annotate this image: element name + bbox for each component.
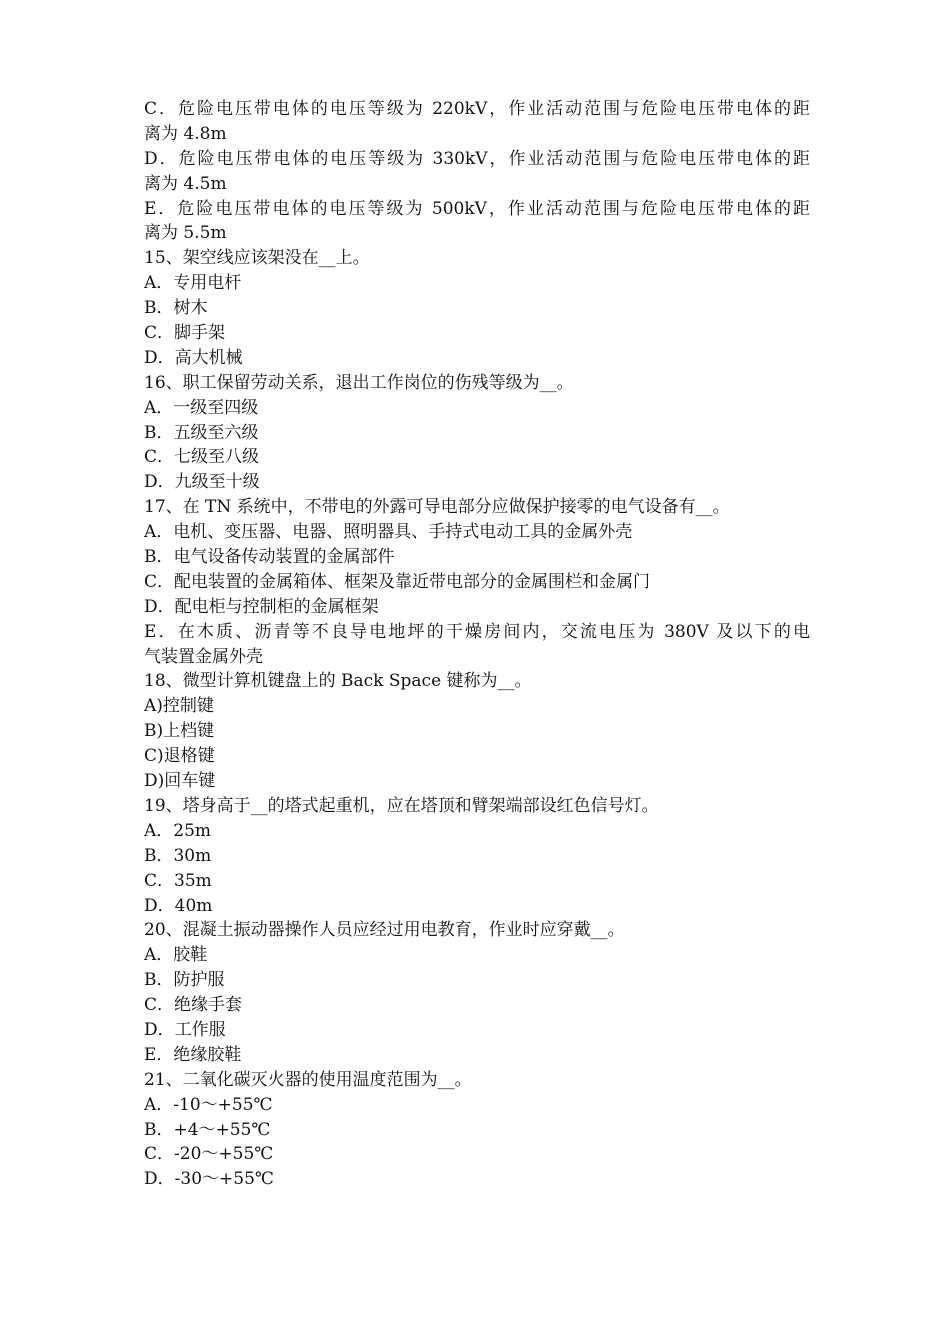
text-line: D．九级至十级 [144,472,260,493]
text-line: C．绝缘手套 [144,995,243,1016]
text-line: 21、二氧化碳灭火器的使用温度范围为__。 [144,1069,472,1090]
text-line: B．五级至六级 [144,422,259,443]
text-line: A．一级至四级 [144,397,259,418]
text-line: 20、混凝土振动器操作人员应经过用电教育，作业时应穿戴__。 [144,920,625,941]
text-line: C．危险电压带电体的电压等级为 220kV，作业活动范围与危险电压带电体的距 [144,99,810,119]
text-line: A．-10～+55℃ [144,1094,273,1115]
text-line: D．-30～+55℃ [144,1169,274,1190]
text-line: C)退格键 [144,746,215,767]
text-line: E．危险电压带电体的电压等级为 500kV，作业活动范围与危险电压带电体的距 [144,198,810,219]
text-line: B)上档键 [144,721,215,742]
text-line: 离为 4.5m [144,173,227,194]
text-line: C．脚手架 [144,323,226,344]
text-line: C．35m [144,870,212,891]
text-line: D．危险电压带电体的电压等级为 330kV，作业活动范围与危险电压带电体的距 [144,148,810,169]
text-line: B．防护服 [144,970,225,991]
text-line: C．七级至八级 [144,447,260,468]
text-line: C．配电装置的金属箱体、框架及靠近带电部分的金属围栏和金属门 [144,571,651,592]
text-line: A．胶鞋 [144,945,208,966]
text-line: 19、塔身高于__的塔式起重机，应在塔顶和臂架端部设红色信号灯。 [144,795,659,816]
text-line: A．电机、变压器、电器、照明器具、手持式电动工具的金属外壳 [144,522,633,543]
text-line: B．30m [144,845,212,866]
text-line: E．绝缘胶鞋 [144,1044,242,1065]
text-line: 16、职工保留劳动关系，退出工作岗位的伤残等级为__。 [144,372,574,393]
text-line: 离为 5.5m [144,223,227,244]
text-line: E．在木质、沥青等不良导电地坪的干燥房间内，交流电压为 380V 及以下的电 [144,621,810,642]
text-line: C．-20～+55℃ [144,1144,274,1165]
text-line: D．配电柜与控制柜的金属框架 [144,596,379,617]
text-line: D．高大机械 [144,347,243,368]
text-line: D．40m [144,895,213,916]
text-line: 15、架空线应该架没在__上。 [144,248,370,269]
text-line: B．电气设备传动装置的金属部件 [144,547,395,568]
text-line: B．树木 [144,298,208,319]
text-line: 17、在 TN 系统中，不带电的外露可导电部分应做保护接零的电气设备有__。 [144,497,730,518]
text-line: 18、微型计算机键盘上的 Back Space 键称为__。 [144,671,532,692]
text-line: D)回车键 [144,771,216,792]
text-line: 气装置金属外壳 [144,646,263,667]
text-line: A．专用电杆 [144,273,242,294]
text-line: A．25m [144,820,212,841]
document-body [144,97,810,1192]
text-line: B．+4～+55℃ [144,1119,271,1140]
text-line: 离为 4.8m [144,123,227,144]
text-line: D．工作服 [144,1019,226,1040]
text-line: A)控制键 [144,696,214,717]
